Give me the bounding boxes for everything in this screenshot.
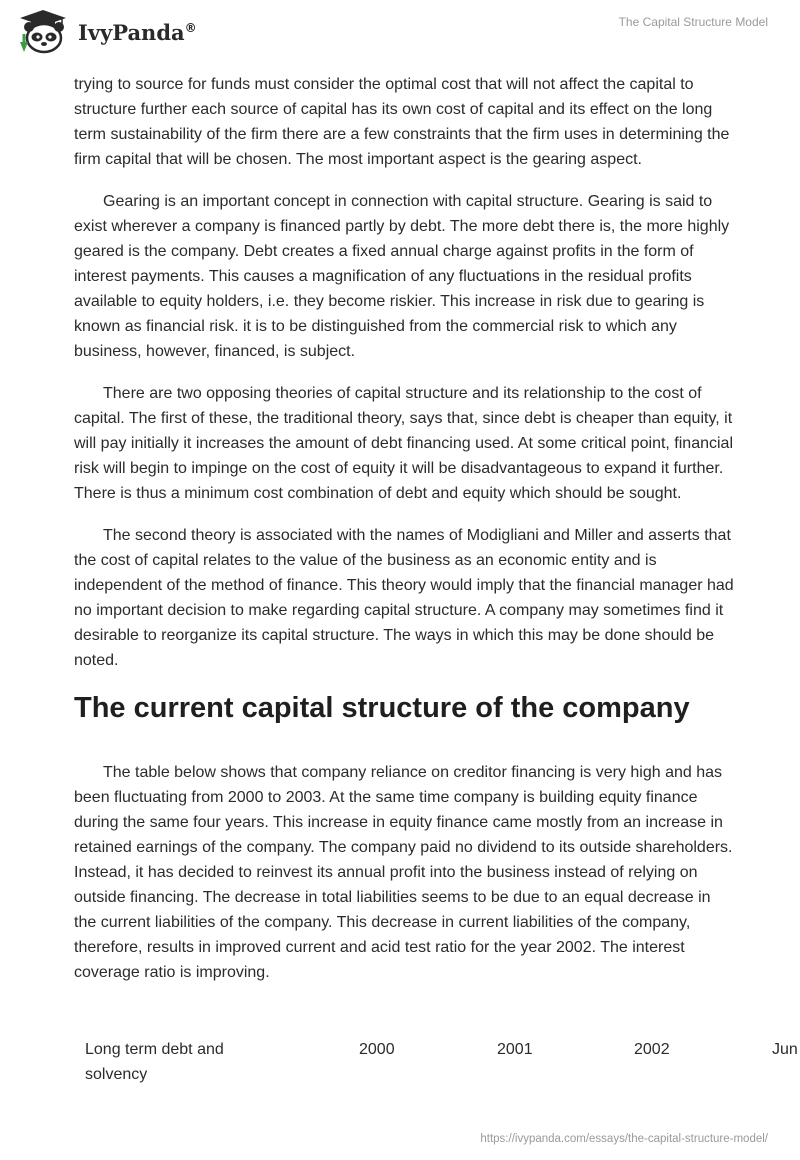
table-header-year: 2002 [634, 1041, 670, 1058]
paragraph-theories: There are two opposing theories of capital structure and its relationship to the cost of capital. The first of these, the traditional theory, says that, since debt is cheaper than equity, it will pay initially it increases the amount of debt financing used. At some critical point, financial risk will begin to impinge on the cost of equity it will be disadvantageous to expand it further. There is thus a minimum cost combination of debt and equity which should be sought. [74, 385, 734, 502]
table-header-year: 2001 [497, 1041, 533, 1058]
table-header-year: 2000 [359, 1041, 395, 1058]
paragraph-gearing: Gearing is an important concept in connection with capital structure. Gearing is said to exist wherever a company is financed partly by debt. The more debt there is, the more highly geared is the company. Debt creates a fixed annual charge against profits in the form of interest payments. This causes a magnification of any fluctuations in the residual profits available to equity holders, i.e. they become riskier. This increase in risk due to gearing is known as financial risk. it is to be distinguished from the commercial risk to which any business, however, financed, is subject. [74, 193, 730, 360]
document-title: The Capital Structure Model [618, 15, 768, 29]
panda-graduate-icon [14, 8, 72, 56]
brand-name: IvyPanda® [78, 19, 197, 45]
brand-logo[interactable] [14, 8, 197, 56]
paragraph-modigliani-miller: The second theory is associated with the names of Modigliani and Miller and asserts that the cost of capital relates to the value of the business as an economic entity and is independent of the method of finance. This theory would imply that the financial manager had no important decision to make regarding capital structure. A company may sometimes find it desirable to reorganize its capital structure. The ways in which this may be done should be noted. [74, 527, 734, 669]
table-header-year: Jun [772, 1041, 798, 1058]
essay-body [74, 72, 734, 1002]
table-header-row [0, 1037, 800, 1097]
section-heading: The current capital structure of the company [74, 692, 690, 724]
paragraph-capital-structure: The table below shows that company reliance on creditor financing is very high and has been fluctuating from 2000 to 2003. At the same time company is building equity finance during the same four years. This increase in equity finance came mostly from an increase in retained earnings of the company. The company paid no dividend to its outside shareholders. Instead, it has decided to reinvest its annual profit into the business instead of relying on outside financing. The decrease in total liabilities seems to be due to an equal decrease in the current liabilities of the company. This decrease in current liabilities of the company, therefore, results in improved current and acid test ratio for the year 2002. The interest coverage ratio is improving. [74, 764, 733, 981]
source-url[interactable]: https://ivypanda.com/essays/the-capital-structure-model/ [480, 1133, 768, 1145]
table-header-label: Long term debt and solvency [85, 1041, 224, 1083]
page-header [0, 0, 800, 68]
paragraph-continuation: trying to source for funds must consider the optimal cost that will not affect the capital to structure further each source of capital has its own cost of capital and its effect on the long term sustainability of the firm there are a few constraints that the firm uses in determining the firm capital that will be chosen. The most important aspect is the gearing aspect. [74, 76, 730, 168]
